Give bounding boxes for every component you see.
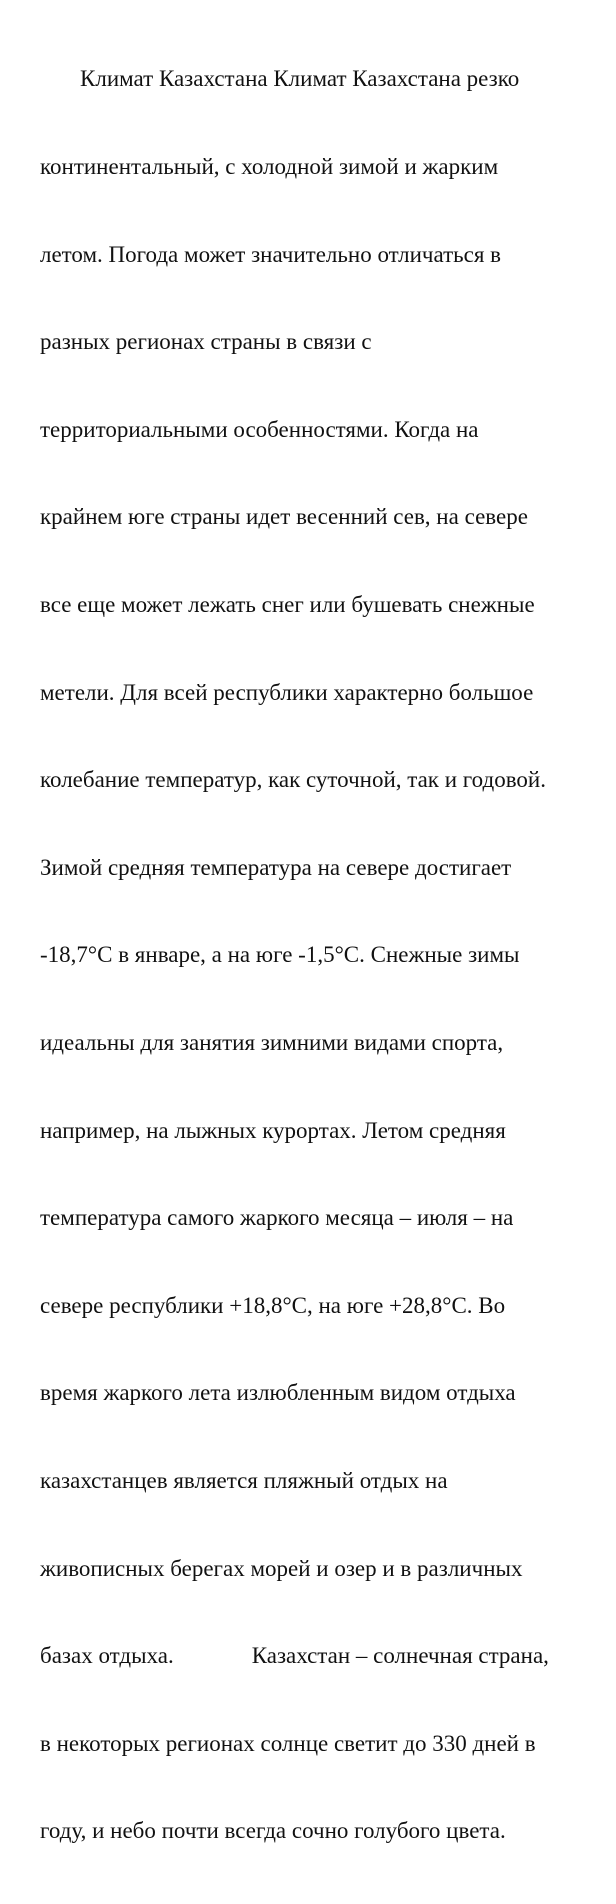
text-line: время жаркого лета излюбленным видом отдыха <box>40 1380 516 1406</box>
text-line: живописных берегах морей и озер и в различных <box>40 1555 523 1581</box>
text-line: территориальными особенностями. Когда на <box>40 416 479 442</box>
text-line: континентальный, с холодной зимой и жарким <box>40 154 499 179</box>
text-line: севере республики +18,8°С, на юге +28,8°С. Во <box>40 1292 506 1318</box>
climate-paragraph <box>40 6 549 1904</box>
text-line: крайнем юге страны идет весенний сев, на севере <box>40 504 528 530</box>
text-line <box>40 1641 549 1670</box>
text-fragment-end: базах отдыха. <box>40 1643 174 1669</box>
text-line: летом. Погода может значительно отличаться в <box>40 241 502 267</box>
text-line: казахстанцев является пляжный отдых на <box>40 1467 448 1493</box>
text-line: все еще может лежать снег или бушевать снежные <box>40 591 535 617</box>
text-line: метели. Для всей республики характерно большое <box>40 679 534 705</box>
text-line: в некоторых регионах солнце светит до 330 дней в <box>40 1730 536 1756</box>
text-line: температура самого жаркого месяца – июля – на <box>40 1205 514 1231</box>
text-line: разных регионах страны в связи с <box>40 329 372 355</box>
text-line: колебание температур, как суточной, так и годовой. <box>40 767 546 793</box>
text-line: например, на лыжных курортах. Летом средняя <box>40 1117 506 1143</box>
text-line: -18,7°С в январе, а на юге -1,5°С. Снежные зимы <box>40 942 520 968</box>
text-line: году, и небо почти всегда сочно голубого цвета. <box>40 1818 506 1844</box>
text-fragment-start: Казахстан – солнечная страна, <box>251 1643 549 1669</box>
text-line: Климат Казахстана Климат Казахстана резко <box>80 66 520 92</box>
text-line: Зимой средняя температура на севере достигает <box>40 854 512 880</box>
text-line: идеальны для занятия зимними видами спорта, <box>40 1029 504 1055</box>
